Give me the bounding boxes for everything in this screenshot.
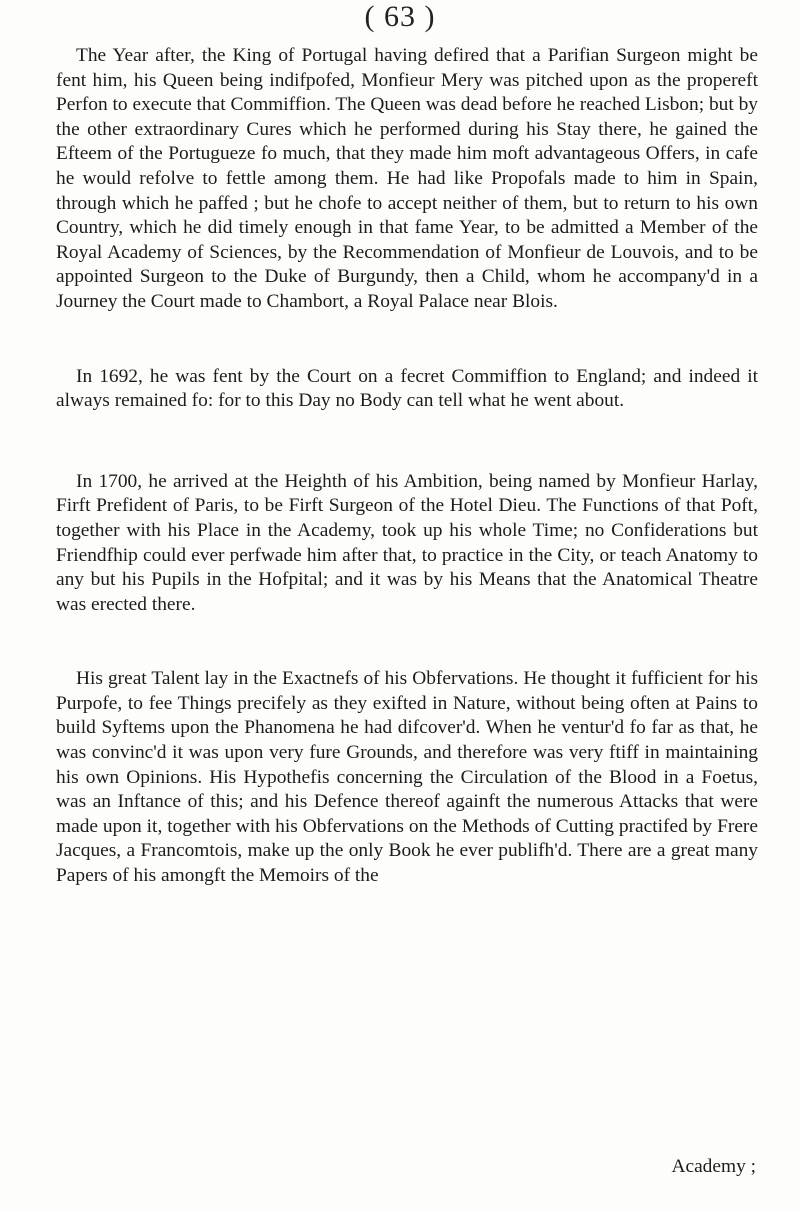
paragraph-observations: His great Talent lay in the Exactnefs of his Obfervations. He thought it fufficient for his Purpofe, to fee Things precifely as they exifted in Nature, without being often at Pains to build Syftems upon the Phanomena he had difcover'd. When he ventur'd fo far as that, he was convinc'd it was upon very fure Grounds, and therefore was very ftiff in maintaining his own Opinions. His Hypothefis concerning the Circulation of the Blood in a Foetus, was an Inftance of this; and his Defence thereof againft the numerous Attacks that were made upon it, together with his Obfervations on the Methods of Cutting practifed by Frere Jacques, a Francomtois, make up the only Book he ever publifh'd. There are a great many Papers of his amongft the Memoirs of the — [56, 668, 758, 887]
paragraph-england-commission: In 1692, he was fent by the Court on a fecret Commiffion to England; and indeed it always remained fo: for to this Day no Body can tell what he went about. — [56, 365, 758, 412]
catchword: Academy ; — [671, 1156, 756, 1177]
body-text — [56, 44, 758, 889]
page-number: ( 63 ) — [364, 0, 436, 33]
paragraph-mery-portugal: The Year after, the King of Portugal having defired that a Parifian Surgeon might be fent him, his Queen being indifpofed, Monfieur Mery was pitched upon as the propereft Perfon to execute that Commiffion. The Queen was dead before he reached Lisbon; but by the other extraordinary Cures which he performed during his Stay there, he gained the Efteem of the Portugueze fo much, that they made him moft advantageous Offers, in cafe he would refolve to fettle among them. He had like Propofals made to him in Spain, through which he paffed ; but he chofe to accept neither of them, but to return to his own Country, which he did timely enough in that fame Year, to be admitted a Member of the Royal Academy of Sciences, by the Recommendation of Monfieur de Louvois, and to be appointed Surgeon to the Duke of Burgundy, then a Child, whom he accompany'd in a Journey the Court made to Chambort, a Royal Palace near Blois. — [56, 45, 758, 312]
paragraph-hotel-dieu: In 1700, he arrived at the Heighth of his Ambition, being named by Monfieur Harlay, Firft Prefident of Paris, to be Firft Surgeon of the Hotel Dieu. The Functions of that Poft, together with his Place in the Academy, took up his whole Time; no Confiderations but Friendfhip could ever perfwade him after that, to practice in the City, or teach Anatomy to any but his Pupils in the Hofpital; and it was by his Means that the Anatomical Theatre was erected there. — [56, 470, 758, 615]
